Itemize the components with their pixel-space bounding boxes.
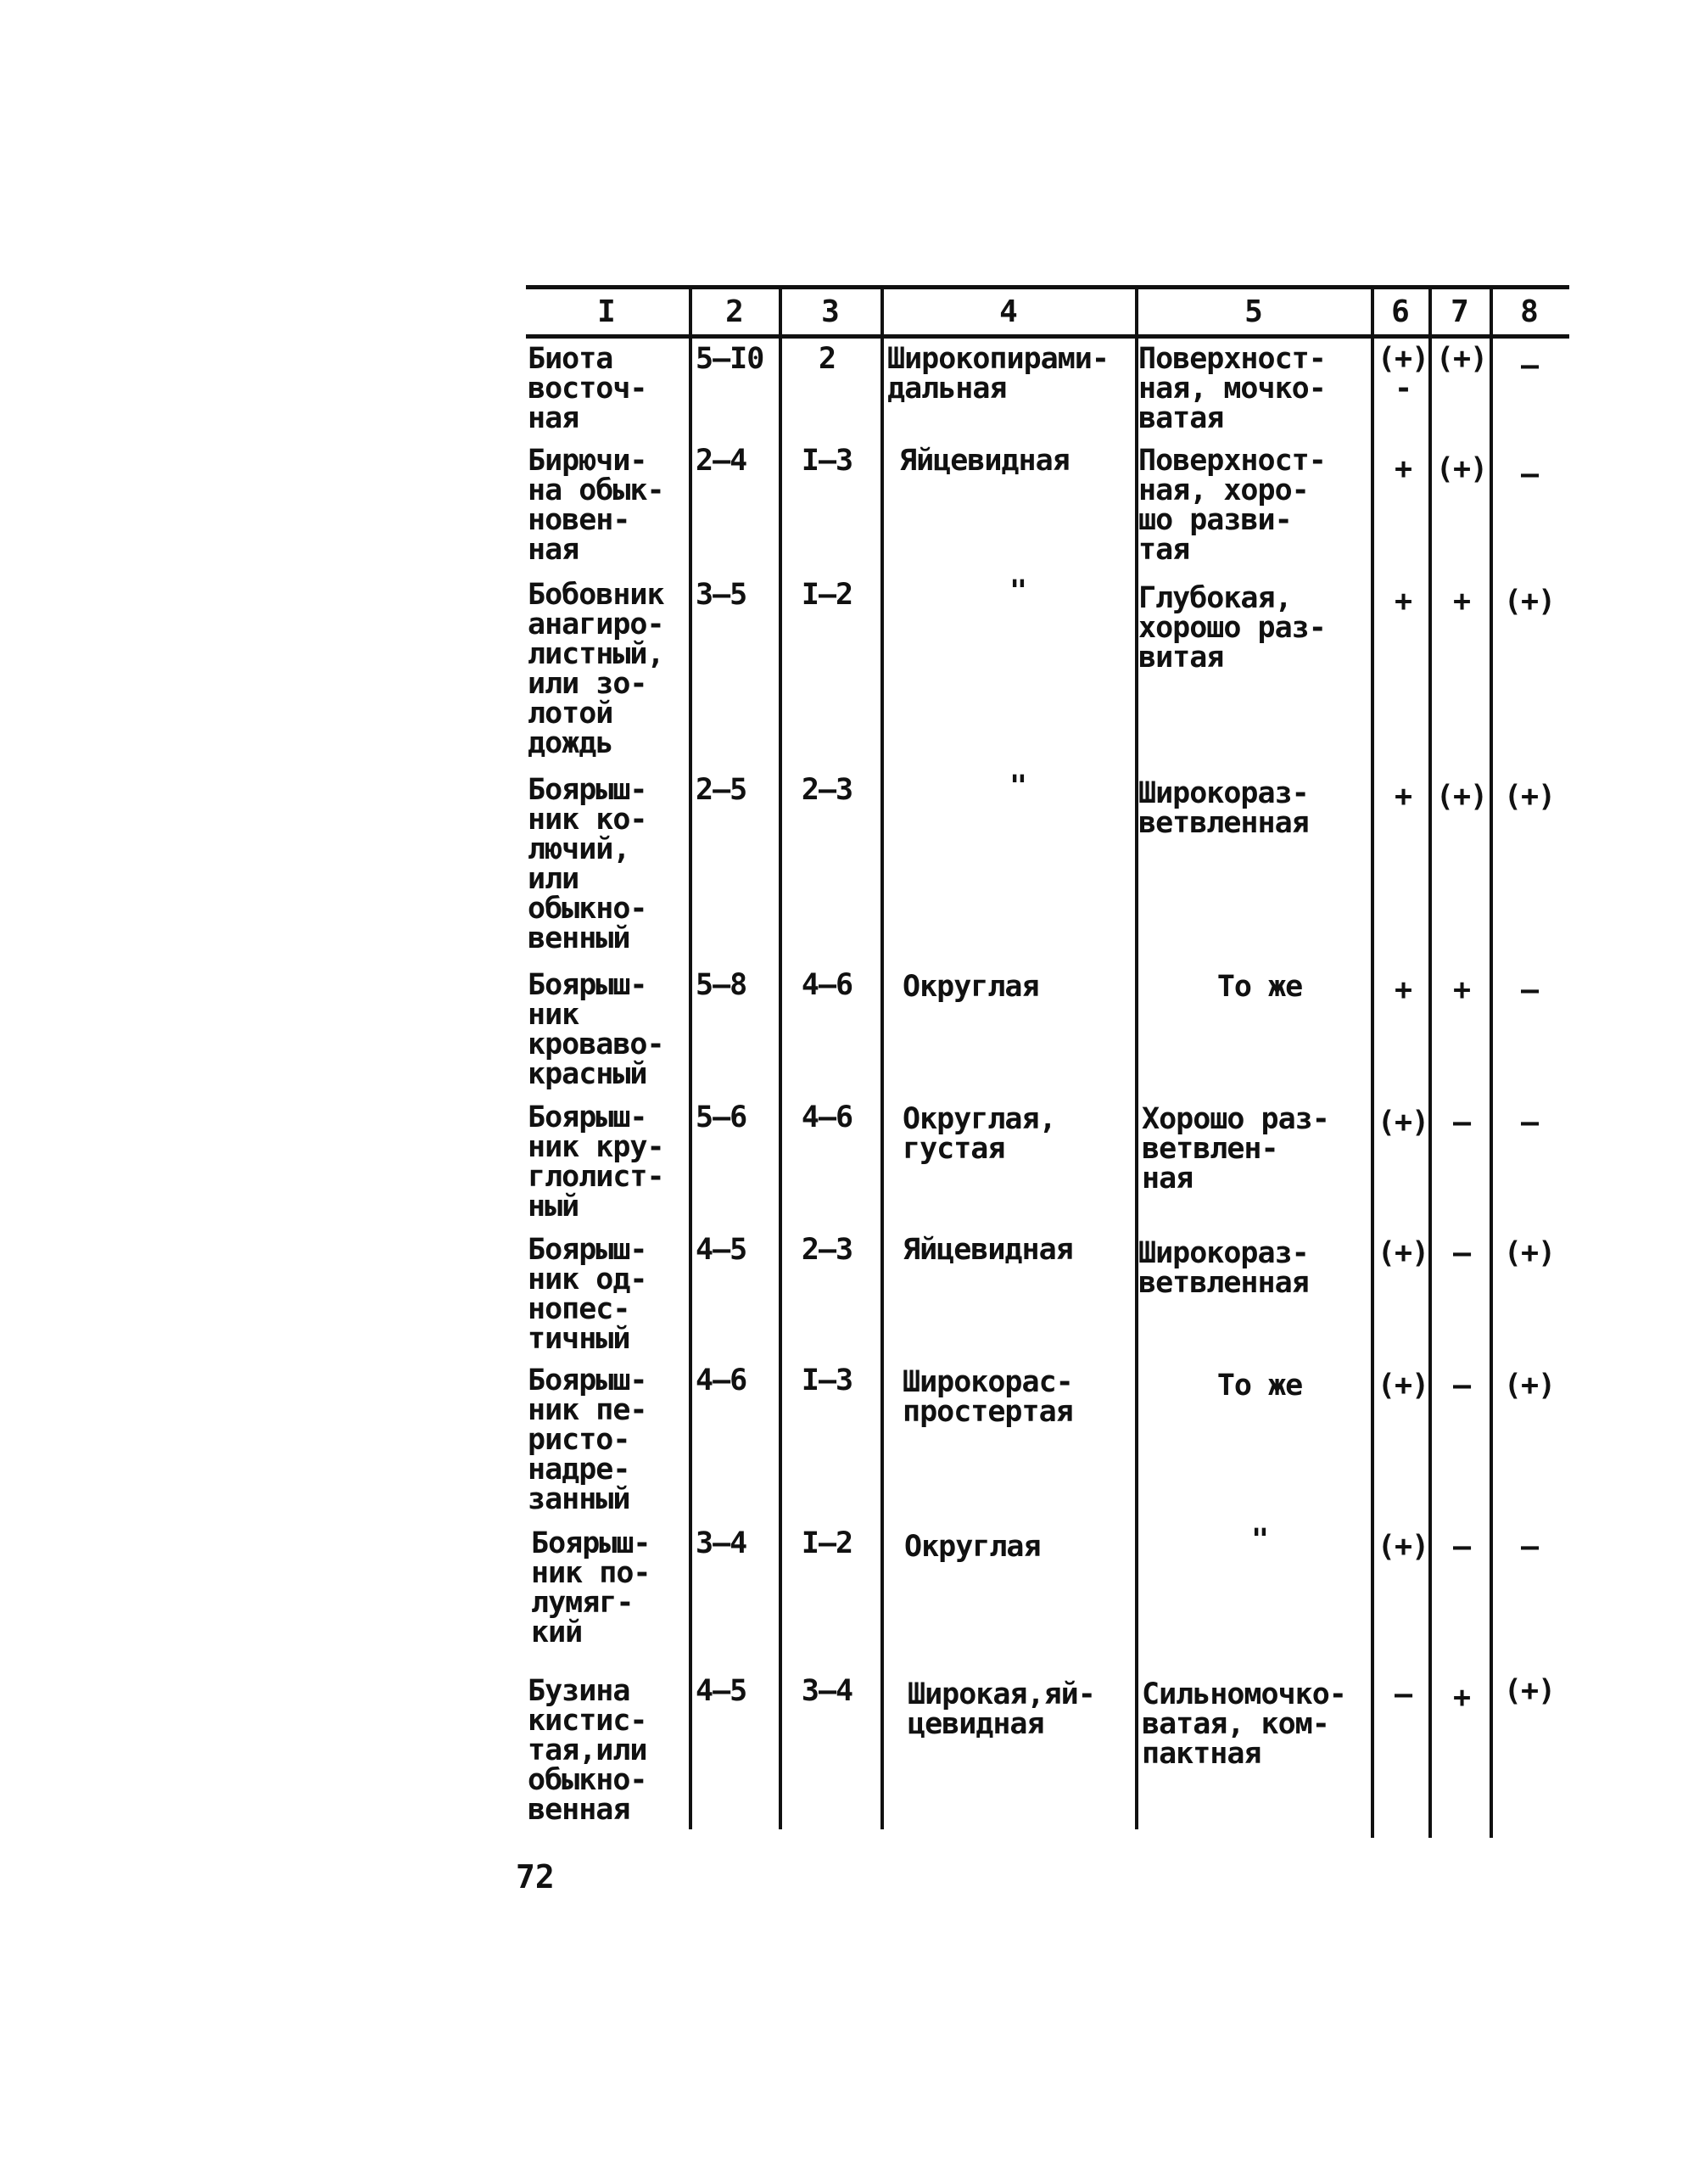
table-cell: Боярыш- ник ко- лючий, или обыкно- венный	[528, 773, 647, 955]
table-cell: (+)	[1377, 1236, 1429, 1270]
table-cell: Округлая	[904, 1530, 1041, 1564]
table-cell: I–2	[801, 578, 853, 612]
table-cell: 5–8	[696, 968, 747, 1002]
table-cell: "	[1009, 770, 1027, 804]
table-cell: Глубокая, хорошо раз- витая	[1138, 581, 1326, 675]
header-col-5: 5	[1244, 294, 1263, 329]
table-cell: Широкорас- простертая	[903, 1365, 1073, 1429]
header-col-8: 8	[1520, 294, 1539, 329]
col-divider-3	[880, 285, 884, 1829]
table-cell: –	[1520, 1530, 1539, 1564]
table-cell: +	[1452, 1681, 1471, 1715]
header-col-4: 4	[999, 294, 1018, 329]
header-col-2: 2	[725, 294, 744, 329]
table-cell: 3–4	[801, 1674, 853, 1708]
table-cell: (+)	[1377, 1530, 1429, 1564]
table-cell: Поверхност- ная, хоро- шо разви- тая	[1138, 444, 1326, 567]
table-cell: 2	[818, 342, 836, 376]
table-cell: 2–4	[696, 444, 747, 478]
table-cell: 5–I0	[696, 342, 764, 376]
table-cell: Бирючи- на обык- новен- ная	[528, 444, 664, 567]
table-cell: (+)	[1435, 452, 1488, 486]
table-cell: Яйцевидная	[903, 1233, 1073, 1267]
table-cell: 4–6	[801, 1100, 853, 1134]
col-divider-6	[1428, 285, 1432, 1838]
header-col-7: 7	[1451, 294, 1469, 329]
table-cell: –	[1452, 1236, 1471, 1270]
table-cell: (+)	[1377, 1369, 1429, 1403]
table-cell: –	[1520, 457, 1539, 491]
table-cell: (+)	[1503, 1236, 1556, 1270]
table-cell: I–3	[801, 1364, 853, 1397]
table-cell: –	[1394, 1677, 1412, 1711]
table-cell: Биота восточ- ная	[528, 342, 647, 435]
header-col-1: I	[597, 294, 616, 329]
table-cell: То же	[1216, 1369, 1303, 1403]
table-cell: "	[1250, 1523, 1269, 1557]
table-cell: Боярыш- ник кроваво- красный	[528, 968, 664, 1091]
table-cell: 2–5	[696, 773, 747, 807]
col-divider-7	[1490, 285, 1493, 1838]
table-cell: Боярыш- ник кру- глолист- ный	[528, 1100, 664, 1224]
table-cell: (+)	[1503, 1369, 1556, 1403]
table-cell: Округлая, густая	[903, 1102, 1056, 1166]
page-number: 72	[516, 1858, 555, 1896]
table-cell: 2–3	[801, 1233, 853, 1267]
table-cell: (+)	[1377, 1106, 1429, 1140]
table-cell: (+)	[1435, 342, 1488, 376]
table-cell: 5–6	[696, 1100, 747, 1134]
table-cell: +	[1394, 780, 1412, 814]
table-cell: 3–4	[696, 1526, 747, 1560]
table-cell: Сильномочко- ватая, ком- пактная	[1142, 1677, 1346, 1771]
table-cell: Хорошо раз- ветвлен- ная	[1142, 1102, 1329, 1196]
table-cell: Боярыш- ник пе- ристо- надре- занный	[528, 1364, 647, 1516]
table-cell: 3–5	[696, 578, 747, 612]
table-cell: (+)	[1435, 780, 1488, 814]
table-cell: +	[1394, 973, 1412, 1007]
table-cell: 4–6	[696, 1364, 747, 1397]
table-cell: Боярыш- ник од- нопес- тичный	[528, 1233, 647, 1356]
table-cell: –	[1520, 1106, 1539, 1140]
table-cell: Яйцевидная	[899, 444, 1070, 478]
table-cell: Бузина кистис- тая,или обыкно- венная	[528, 1674, 647, 1827]
col-divider-5	[1371, 285, 1374, 1838]
table-cell: Широкопирами- дальная	[887, 342, 1109, 406]
table-cell: –	[1452, 1369, 1471, 1403]
table-cell: (+)	[1503, 1674, 1556, 1708]
table-cell: (+)	[1503, 585, 1556, 619]
table-cell: 4–6	[801, 968, 853, 1002]
table-top-rule	[526, 285, 1569, 289]
header-col-6: 6	[1391, 294, 1410, 329]
table-cell: Округлая	[903, 970, 1039, 1004]
table-cell: I–3	[801, 444, 853, 478]
table-cell: –	[1520, 349, 1539, 383]
col-divider-2	[779, 285, 782, 1829]
table-cell: Широкая,яй- цевидная	[908, 1677, 1095, 1741]
table-cell: То же	[1216, 970, 1303, 1004]
header-col-3: 3	[821, 294, 840, 329]
table-cell: I–2	[801, 1526, 853, 1560]
header-bottom-rule	[526, 334, 1569, 339]
table-cell: (+)	[1503, 780, 1556, 814]
table-cell: +	[1452, 973, 1471, 1007]
table-cell: +	[1452, 585, 1471, 619]
table-cell: 4–5	[696, 1233, 747, 1267]
table-cell: Широкораз- ветвленная	[1138, 776, 1309, 840]
table-cell: 2–3	[801, 773, 853, 807]
table-cell: +	[1394, 585, 1412, 619]
table-cell: Широкораз- ветвленная	[1138, 1236, 1309, 1300]
table-cell: +	[1394, 452, 1412, 486]
table-cell: Бобовник анагиро- листный, или зо- лотой дождь	[528, 578, 664, 760]
table-cell: –	[1452, 1106, 1471, 1140]
table-cell: 4–5	[696, 1674, 747, 1708]
data-table	[526, 285, 1578, 1838]
table-cell: Боярыш- ник по- лумяг- кий	[531, 1526, 651, 1649]
table-cell: (+) -	[1377, 342, 1429, 406]
table-cell: Поверхност- ная, мочко- ватая	[1138, 342, 1326, 435]
table-cell: –	[1452, 1530, 1471, 1564]
table-cell: –	[1520, 973, 1539, 1007]
table-cell: "	[1009, 574, 1027, 608]
